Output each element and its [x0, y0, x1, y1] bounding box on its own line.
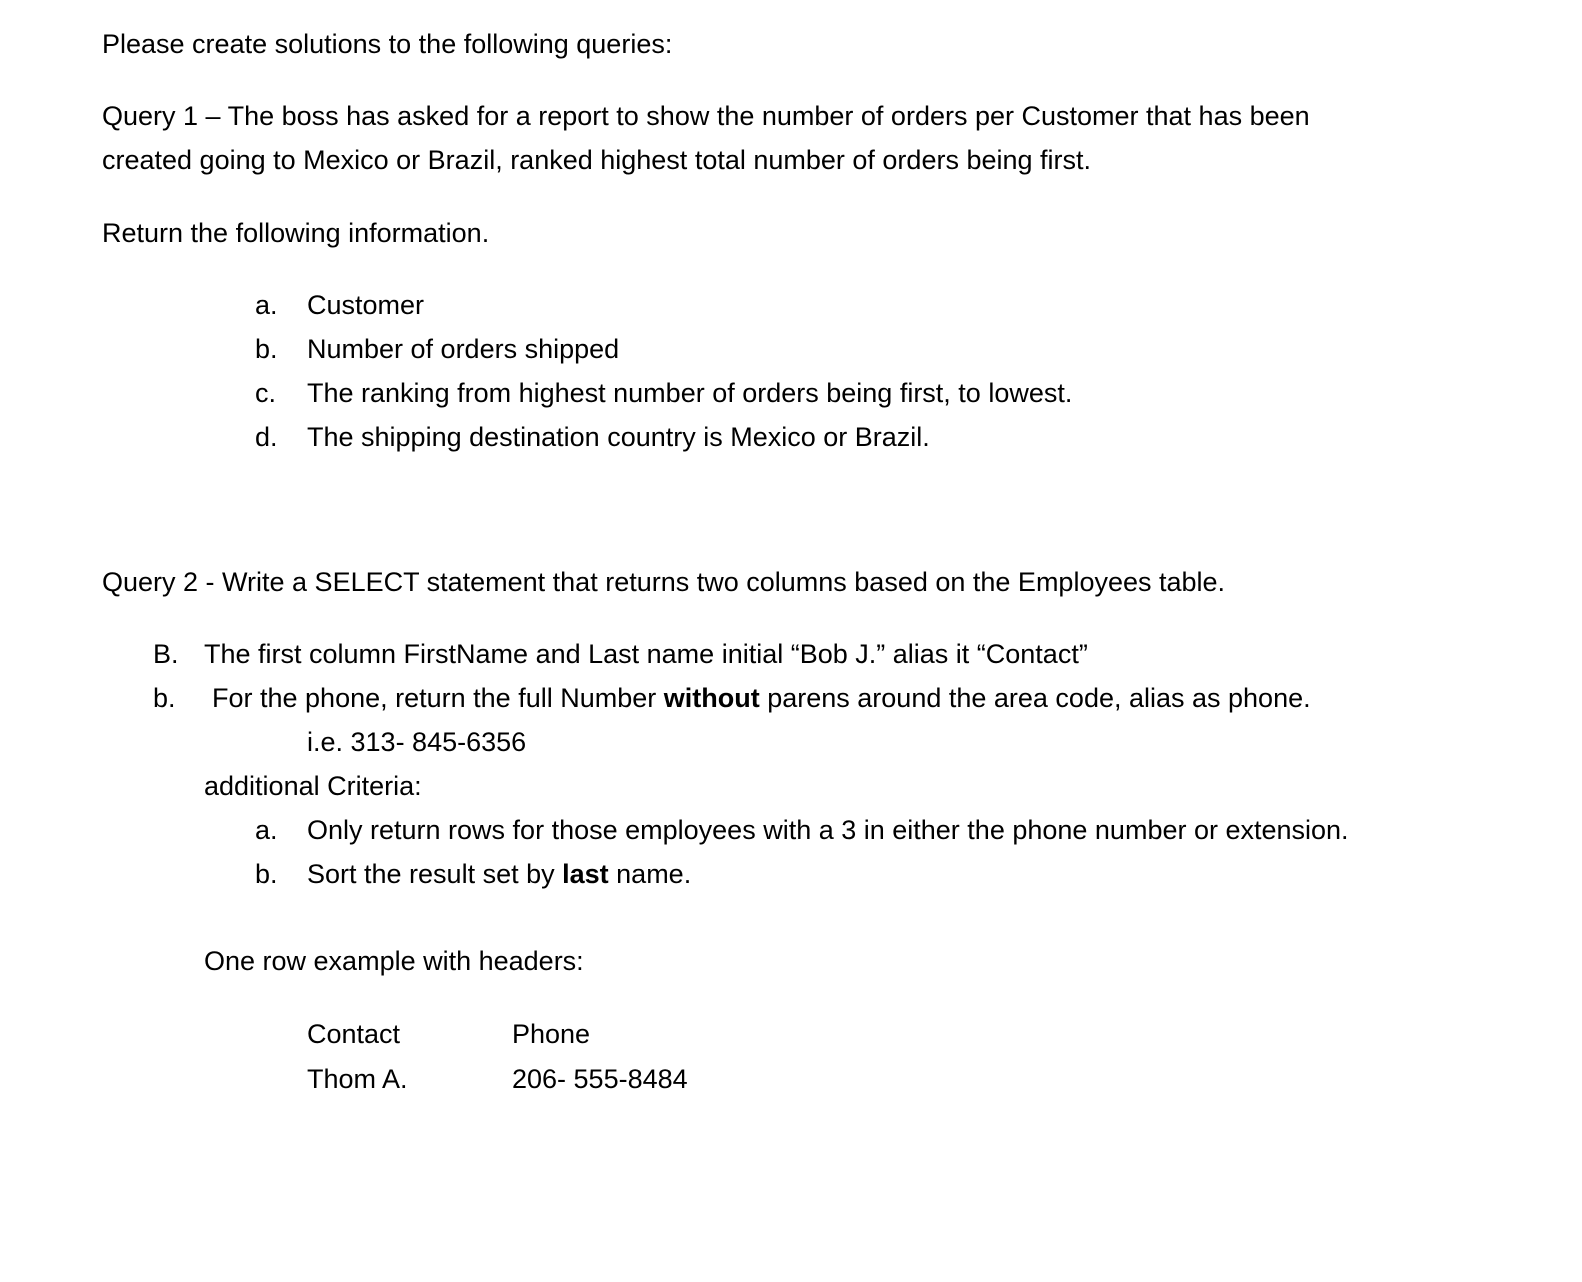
list-item-text: Sort the result set by last name. [307, 859, 692, 889]
list-marker: a. [255, 815, 278, 845]
table-header-phone: Phone [512, 1019, 591, 1049]
emphasis-without: without [663, 683, 760, 713]
list-item-text: Only return rows for those employees with a 3 in either the phone number or extension. [307, 815, 1349, 845]
emphasis-last: last [562, 859, 609, 889]
list-item-text: The ranking from highest number of orders being first, to lowest. [307, 378, 1073, 408]
return-label: Return the following information. [102, 218, 490, 248]
criteria-label: additional Criteria: [204, 771, 422, 801]
list-marker: c. [255, 378, 277, 408]
phone-example: i.e. 313- 845-6356 [307, 727, 527, 757]
list-marker: b. [153, 683, 176, 713]
table-header-contact: Contact [307, 1019, 401, 1049]
list-marker: a. [255, 290, 278, 320]
list-marker: B. [153, 639, 179, 669]
list-marker: b. [255, 334, 278, 364]
table-cell-phone: 206- 555-8484 [512, 1064, 688, 1094]
list-item-text: Customer [307, 290, 425, 320]
list-item-text: For the phone, return the full Number without parens around the area code, alias as phone. [212, 683, 1311, 713]
intro-text: Please create solutions to the following queries: [102, 29, 673, 59]
list-marker: d. [255, 422, 278, 452]
list-item-text: The shipping destination country is Mexico or Brazil. [307, 422, 930, 452]
example-label: One row example with headers: [204, 946, 584, 976]
query2-heading: Query 2 - Write a SELECT statement that returns two columns based on the Employees table. [102, 567, 1226, 597]
table-cell-contact: Thom A. [307, 1064, 408, 1094]
query1-line1: Query 1 – The boss has asked for a report to show the number of orders per Customer that has been [102, 101, 1310, 131]
list-item-text: The first column FirstName and Last name initial “Bob J.” alias it “Contact” [204, 639, 1088, 669]
query1-line2: created going to Mexico or Brazil, ranked highest total number of orders being first. [102, 145, 1092, 175]
list-marker: b. [255, 859, 278, 889]
list-item-text: Number of orders shipped [307, 334, 620, 364]
